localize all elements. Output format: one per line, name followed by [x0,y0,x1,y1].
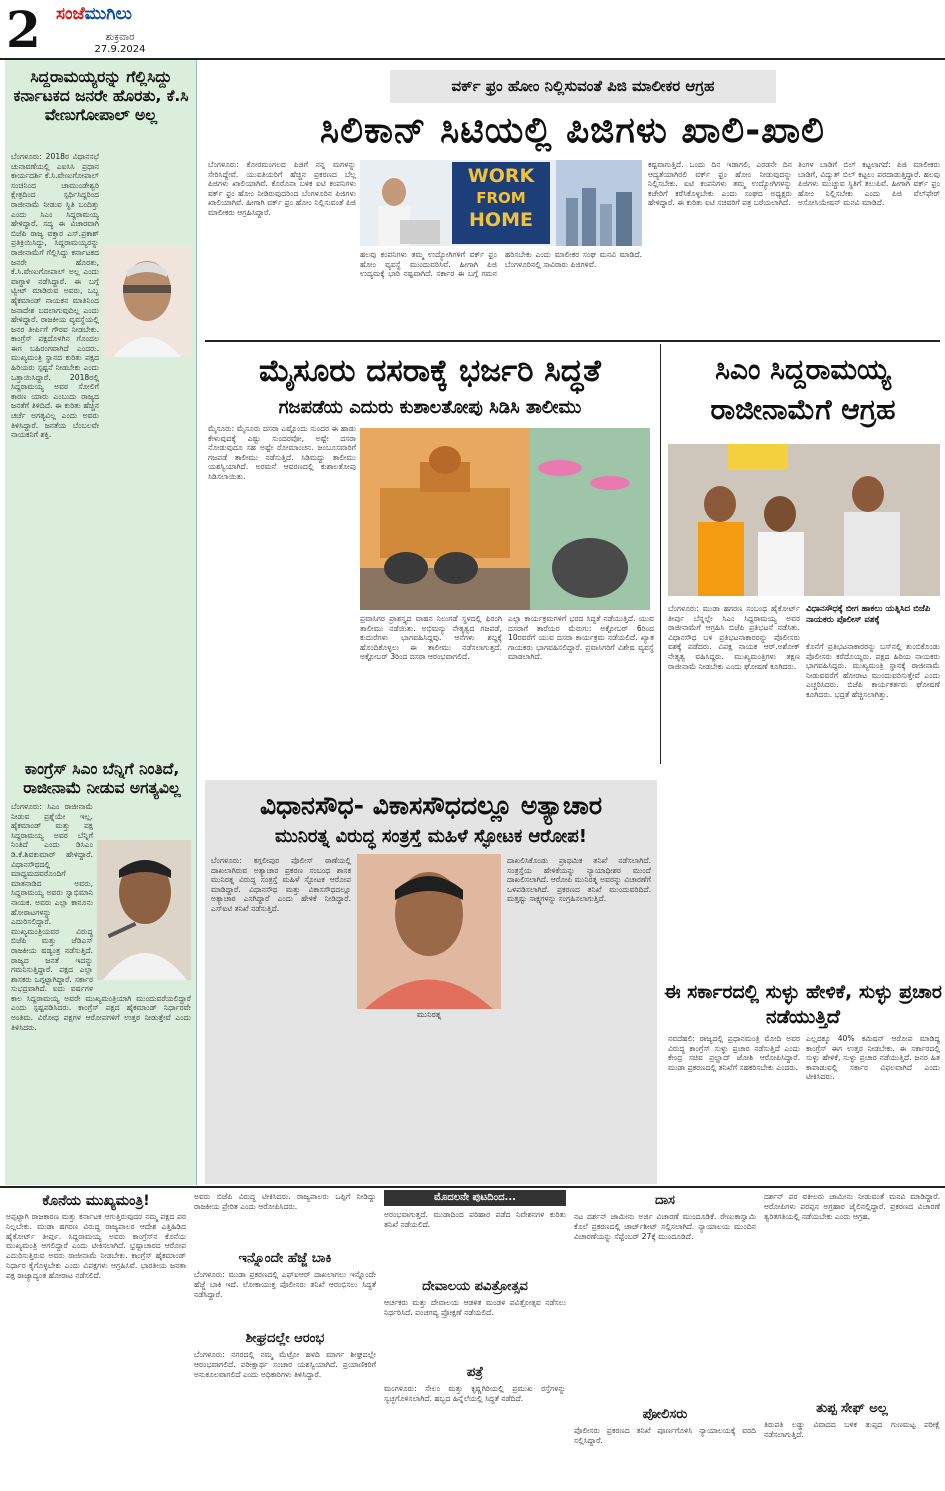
sidebar-column [5,60,197,1185]
sidebar-headline-2: ಕಾಂಗ್ರೆಸ್ ಸಿಎಂ ಬೆನ್ನಿಗೆ ನಿಂತಿದೆ, ರಾಜೀನಾಮೆ ನೀಡುವ ಅಗತ್ಯವಿಲ್ಲ [23,760,181,797]
dasara-column-1: ಮೈಸೂರು: ಮೈಸೂರು ದಸರಾ ಎಷ್ಟೊಂದು ಸುಂದರ ಈ ಹಾಡು ಕೇಳುವುದಕ್ಕೆ ಎಷ್ಟು ಸುಂದರವೋ, ಅಷ್ಟೇ ದಸರಾ ನೋಡುವುದೂ ಸಹ ಅಷ್ಟೇ ರೋಮಾಂಚನ. ಜಂಬೂಸವಾರಿಗೆ ಗಜಪಡೆ ತಾಲೀಮು ನಡೆಸುತ್ತಿದೆ. ಸಿಡಿಮದ್ದು ತಾಲೀಮು ಯಶಸ್ವಿಯಾಗಿದೆ. ಅರಮನೆ ಆವರಣದಲ್ಲಿ ಕುಶಾಲತೋಪು ಸಿಡಿಸಲಾಯಿತು. [208,424,356,481]
bottom-col4-text-2: ಪೊಲೀಸರು ಪ್ರಕರಣದ ತನಿಖೆ ಪೂರ್ಣಗೊಳಿಸಿ ನ್ಯಾಯಾಲಯಕ್ಕೆ ವರದಿ ಸಲ್ಲಿಸಿದ್ದಾರೆ. [574,1426,756,1445]
sarkara-column-1: ನವದೆಹಲಿ: ರಾಜ್ಯದಲ್ಲಿ ಪ್ರಧಾನಮಂತ್ರಿ ಮೋದಿ ಅವರ ವಿರುದ್ಧ ಕಾಂಗ್ರೆಸ್ ಸುಳ್ಳು ಪ್ರಚಾರ ನಡೆಸುತ್ತಿದೆ ಎಂದು ಕೇಂದ್ರ ಸಚಿವ ಪ್ರಲ್ಹಾದ್ ಜೋಶಿ ಆರೋಪಿಸಿದ್ದಾರೆ. ಮುಡಾ ಪ್ರಕರಣದಲ್ಲಿ ತನಿಖೆಗೆ ಸಹಕರಿಸಬೇಕು ಎಂದರು. [668,1034,800,1072]
dateline [60,32,180,56]
bottom-col4-text-1: ನಟ ದರ್ಶನ್ ಜಾಮೀನು ಅರ್ಜಿ ವಿಚಾರಣೆ ಮುಂದೂಡಿಕೆ. ರೇಣುಕಾಸ್ವಾಮಿ ಕೊಲೆ ಪ್ರಕರಣದಲ್ಲಿ ಚಾರ್ಜ್‌ಶೀಟ್ ಸಲ್ಲಿಸಲಾಗಿದೆ. ನ್ಯಾಯಾಲಯ ಮುಂದಿನ ವಿಚಾರಣೆಯನ್ನು ಸೆಪ್ಟೆಂಬರ್ 27ಕ್ಕೆ ಮುಂದೂಡಿದೆ. [574,1212,756,1241]
lead-column-4: ತಿಂಗಳ ಬಾಡಿಗೆ ಬಿಲ್ ಕಟ್ಟಲಾಗದೆ: ಪಿಜಿ ಮಾಲೀಕರು ಬಾಡಿಗೆ, ವಿದ್ಯುತ್ ಬಿಲ್ ಕಟ್ಟಲು ಪರದಾಡುತ್ತಿದ್ದಾರೆ. ಹಲವು ಪಿಜಿಗಳು ಮುಚ್ಚುವ ಸ್ಥಿತಿಗೆ ತಲುಪಿವೆ. ಹೀಗಾಗಿ ವರ್ಕ್ ಫ್ರಂ ಹೋಂ ನಿಲ್ಲಿಸಬೇಕು ಎಂದು ಪಿಜಿ ವೆಲ್‌ಫೇರ್ ಅಸೋಸಿಯೇಷನ್ ಮನವಿ ಮಾಡಿದೆ. [798,160,940,208]
protest-graphic [668,444,940,596]
lead-column-2: ಹಲವು ಕಂಪನಿಗಳು ತಮ್ಮ ಉದ್ಯೋಗಿಗಳಿಗೆ ವರ್ಕ್ ಫ್ರಂ ಹೋಂ ವ್ಯವಸ್ಥೆ ಮುಂದುವರಿಸಿವೆ. ಹೀಗಾಗಿ ಪಿಜಿ ಉದ್ಯಮಕ್ಕೆ ಭಾರಿ ನಷ್ಟವಾಗಿದೆ. ಸರ್ಕಾರ ಈ ಬಗ್ಗೆ ಗಮನ ಹರಿಸಬೇಕು ಎಂದು ಮಾಲೀಕರ ಸಂಘ ಮನವಿ ಮಾಡಿದೆ. ಬೆಂಗಳೂರಿನಲ್ಲಿ ಸಾವಿರಾರು ಪಿಜಿಗಳಿವೆ. [360,250,642,279]
cm-headline: ಸಿಎಂ ಸಿದ್ದರಾಮಯ್ಯ ರಾಜೀನಾಮೆಗೆ ಆಗ್ರಹ [710,353,896,426]
newspaper-logo [56,4,186,30]
vidhana-column-1: ಬೆಂಗಳೂರು: ಕಗ್ಗಲೀಪುರ ಪೊಲೀಸ್ ಠಾಣೆಯಲ್ಲಿ ದಾಖಲಾಗಿರುವ ಅತ್ಯಾಚಾರ ಪ್ರಕರಣ ಸಂಬಂಧ ಶಾಸಕ ಮುನಿರತ್ನ ವಿರುದ್ಧ ಸಂತ್ರಸ್ತೆ ಮಹಿಳೆ ಸ್ಫೋಟಕ ಆರೋಪ ಮಾಡಿದ್ದಾರೆ. ವಿಧಾನಸೌಧ ಮತ್ತು ವಿಕಾಸಸೌಧದಲ್ಲೂ ಅತ್ಯಾಚಾರ ಎಸಗಿದ್ದಾರೆ ಎಂದು ಹೇಳಿಕೆ ನೀಡಿದ್ದಾರೆ. ಎಸ್‌ಐಟಿ ತನಿಖೆ ನಡೆಸುತ್ತಿದೆ. [211,856,351,913]
bottom-col3-subhead-2: ಪತ್ರೆ [466,1365,484,1380]
bottom-col2-text-2: ಬೆಂಗಳೂರು: ನಗರದಲ್ಲಿ ನಮ್ಮ ಮೆಟ್ರೋ ಹಳದಿ ಮಾರ್ಗ ಶೀಘ್ರದಲ್ಲೇ ಆರಂಭವಾಗಲಿದೆ. ಪರೀಕ್ಷಾರ್ಥ ಸಂಚಾರ ಯಶಸ್ವಿಯಾಗಿದೆ. ಪ್ರಯಾಣಿಕರಿಗೆ ಅನುಕೂಲವಾಗಲಿದೆ ಎಂದು ಅಧಿಕಾರಿಗಳು ತಿಳಿಸಿದ್ದಾರೆ. [194,1350,376,1379]
dasara-column-2: ಪ್ರವಾಸಿಗರ ಪ್ರಾಶಸ್ತ್ಯದ ವಾಹನ ನಿಲುಗಡೆ ಸ್ಥಳದಲ್ಲಿ ಫಿರಂಗಿ ತಾಲೀಮು ನಡೆಯಿತು. ಅಭಿಮನ್ಯು ನೇತೃತ್ವದ ಗಜಪಡೆ, ಕುದುರೆಗಳು ಭಾಗವಹಿಸಿದ್ದವು. ಆನೆಗಳು ಶಬ್ದಕ್ಕೆ ಹೊಂದಿಕೊಳ್ಳಲು ಈ ತಾಲೀಮು ನಡೆಸಲಾಗುತ್ತದೆ. ಅಕ್ಟೋಬರ್ 3ರಿಂದ ದಸರಾ ಆರಂಭವಾಗಲಿದೆ. [360,614,502,662]
cm-column-1: ಬೆಂಗಳೂರು: ಮುಡಾ ಹಗರಣ ಸಂಬಂಧ ಹೈಕೋರ್ಟ್ ತೀರ್ಪು ಬೆನ್ನಲ್ಲೇ ಸಿಎಂ ಸಿದ್ದರಾಮಯ್ಯ ಅವರ ರಾಜೀನಾಮೆಗೆ ಆಗ್ರಹಿಸಿ ಬಿಜೆಪಿ ಪ್ರತಿಭಟನೆ ನಡೆಸಿತು. ವಿಧಾನಸೌಧ ಬಳಿ ಪ್ರತಿಭಟನಾಕಾರರನ್ನು ಪೊಲೀಸರು ವಶಕ್ಕೆ ಪಡೆದರು. ವಿಪಕ್ಷ ನಾಯಕ ಆರ್.ಅಶೋಕ್ ನೇತೃತ್ವ ವಹಿಸಿದ್ದರು. ಮುಖ್ಯಮಂತ್ರಿಗಳು ತಕ್ಷಣ ರಾಜೀನಾಮೆ ನೀಡಬೇಕು ಎಂದು ಘೋಷಣೆ ಕೂಗಿದರು. [668,604,800,671]
date: 27.9.2024 [94,44,146,55]
sidebar-story-1: ಬೆಂಗಳೂರು: 2018ರ ವಿಧಾನಸಭೆ ಚುನಾವಣೆಯಲ್ಲಿ ಎಐಸಿಸಿ ಪ್ರಧಾನ ಕಾರ್ಯದರ್ಶಿ ಕೆ.ಸಿ.ವೇಣುಗೋಪಾಲ್ ಸಂಚಿನಿಂದ ಚಾಮುಂಡೇಶ್ವರಿ ಕ್ಷೇತ್ರದಿಂದ ಸ್ಪರ್ಧಿಸಿದ್ದರಿಂದ ರಾಜೀನಾಮೆ ನೀಡುವ ಸ್ಥಿತಿ ಬಂದಿತ್ತು ಎಂದು ಸಿಎಂ ಸಿದ್ದರಾಮಯ್ಯ ಹೇಳಿದ್ದಾರೆ. ಸದ್ಯ ಈ ವಿಚಾರವಾಗಿ ಬಿಜೆಪಿ ರಾಜ್ಯ ವಕ್ತಾರ ಎಸ್.ಪ್ರಕಾಶ್ ಪ್ರತಿಕ್ರಿಯಿಸಿದ್ದು, ಸಿದ್ದರಾಮಯ್ಯರನ್ನು ರಾಜೀನಾಮೆಗೆ ಗೆಲ್ಲಿಸಿದ್ದು ಕರ್ನಾಟಕದ ಜನರೇ ಹೊರತು, ಕೆ.ಸಿ.ವೇಣುಗೋಪಾಲ್ ಅಲ್ಲ ಎಂದು ವಾಗ್ದಾಳಿ ನಡೆಸಿದ್ದಾರೆ. ಈ ಬಗ್ಗೆ ಟ್ವೀಟ್ ಮಾಡಿರುವ ಅವರು, ಒಬ್ಬ ಹೈಕಮಾಂಡ್ ನಾಯಕನ ಮಾತಿನಿಂದ ಜನಾದೇಶ ಬದಲಾಗುವುದಿಲ್ಲ ಎಂದು ಹೇಳಿದ್ದಾರೆ. ರಾಜಕೀಯ ವ್ಯವಸ್ಥೆಯಲ್ಲಿ ಜನರ ತೀರ್ಪಿಗೆ ಗೌರವ ನೀಡಬೇಕು. ಕಾಂಗ್ರೆಸ್ ಪಕ್ಷದೊಳಗಿನ ಗೊಂದಲ ಈಗ ಬಹಿರಂಗವಾಗಿದೆ ಎಂದರು. ಮುಖ್ಯಮಂತ್ರಿ ಸ್ಥಾನದ ಕುರಿತು ಪಕ್ಷದ ಹಿರಿಯರು ಸ್ಪಷ್ಟನೆ ನೀಡಬೇಕು ಎಂದು ಒತ್ತಾಯಿಸಿದ್ದಾರೆ. 2018ರಲ್ಲಿ ಸಿದ್ದರಾಮಯ್ಯ ಅವರ ಸೋಲಿಗೆ ಕಾರಣ ಯಾರು ಎಂಬುದು ರಾಜ್ಯದ ಜನತೆಗೆ ತಿಳಿದಿದೆ. ಈ ಕುರಿತು ಹೆಚ್ಚಿನ ಚರ್ಚೆ ಅಗತ್ಯವಿಲ್ಲ ಎಂದು ಅವರು ತಿಳಿಸಿದ್ದಾರೆ. ಜನತೆಯ ಬೆಂಬಲವೇ ನಾಯಕನಿಗೆ ಶಕ್ತಿ. [11,152,99,440]
dasara-photo [360,428,650,610]
portrait-graphic [357,854,501,1009]
vidhana-column-2: ದಾಖಲಿಸಿಕೊಂಡು ಪ್ರಾಥಮಿಕ ತನಿಖೆ ನಡೆಸಲಾಗಿದೆ. ಸಂತ್ರಸ್ತೆಯ ಹೇಳಿಕೆಯನ್ನು ನ್ಯಾಯಾಧೀಶರ ಮುಂದೆ ದಾಖಲಿಸಲಾಗಿದೆ. ಆರೋಪಿ ಮುನಿರತ್ನ ಅವರನ್ನು ವಿಚಾರಣೆಗೆ ಒಳಪಡಿಸಲಾಗಿದೆ. ಪ್ರಕರಣದ ತನಿಖೆ ಮುಂದುವರಿದಿದೆ. ಮತ್ತಷ್ಟು ಸಾಕ್ಷ್ಯಗಳನ್ನು ಸಂಗ್ರಹಿಸಲಾಗುತ್ತಿದೆ. [507,856,651,904]
munirathna-photo [357,854,501,1009]
bottom-col2-subhead-2: ಶೀಘ್ರದಲ್ಲೇ ಆರಂಭ [245,1331,325,1346]
sidebar-story-2: ಬೆಂಗಳೂರು: ಸಿಎಂ ರಾಜೀನಾಮೆ ನೀಡುವ ಪ್ರಶ್ನೆಯೇ ಇಲ್ಲ. ಹೈಕಮಾಂಡ್ ಮತ್ತು ಪಕ್ಷ ಸಿದ್ದರಾಮಯ್ಯ ಅವರ ಬೆನ್ನಿಗೆ ನಿಂತಿದೆ ಎಂದು ಡಿಸಿಎಂ ಡಿ.ಕೆ.ಶಿವಕುಮಾರ್ ಹೇಳಿದ್ದಾರೆ. ವಿಧಾನಸೌಧದಲ್ಲಿ ಮಾಧ್ಯಮದವರೊಂದಿಗೆ ಮಾತನಾಡಿದ ಅವರು, ಸಿದ್ದರಾಮಯ್ಯ ಅವರು ಸ್ವಾಭಿಮಾನಿ ನಾಯಕ. ಅವರು ಎಲ್ಲಾ ಕಾನೂನು ಹೋರಾಟಗಳನ್ನು ಎದುರಿಸಲಿದ್ದಾರೆ. ಮುಖ್ಯಮಂತ್ರಿಯವರ ವಿರುದ್ಧ ಬಿಜೆಪಿ ಮತ್ತು ಜೆಡಿಎಸ್ ರಾಜಕೀಯ ಷಡ್ಯಂತ್ರ ನಡೆಸುತ್ತಿದೆ. ರಾಜ್ಯದ ಜನತೆ ಇದನ್ನು ಗಮನಿಸುತ್ತಿದ್ದಾರೆ. ಪಕ್ಷದ ಎಲ್ಲಾ ಶಾಸಕರು ಒಗ್ಗಟ್ಟಾಗಿದ್ದಾರೆ. ಸರ್ಕಾರ ಸುಭದ್ರವಾಗಿದೆ. ಐದು ವರ್ಷಗಳ ಕಾಲ ಸಿದ್ದರಾಮಯ್ಯ ಅವರೇ ಮುಖ್ಯಮಂತ್ರಿಯಾಗಿ ಮುಂದುವರೆಯಲಿದ್ದಾರೆ ಎಂದು ಸ್ಪಷ್ಟಪಡಿಸಿದರು. ಕಾಂಗ್ರೆಸ್ ಪಕ್ಷದ ಹೈಕಮಾಂಡ್ ನಿರ್ಧಾರವೇ ಅಂತಿಮ. ವಿರೋಧ ಪಕ್ಷಗಳ ಆರೋಪಗಳಿಗೆ ಉತ್ತರ ನೀಡುತ್ತೇವೆ ಎಂದು ತಿಳಿಸಿದರು. [11,802,191,1032]
bottom-col2-subhead-1: ಇನ್ನೊಂದೇ ಹೆಜ್ಜೆ ಬಾಕಿ [238,1251,332,1266]
continued-banner: ಮೊದಲನೇ ಪುಟದಿಂದ... [384,1190,566,1206]
bottom-divider [0,1186,945,1188]
bottom-col5-subhead: ತುಪ್ಪ ಸೇಫ್ ಅಲ್ಲ [816,1401,888,1416]
bottom-col3-subhead-1: ದೇವಾಲಯ ಪವಿತ್ರೋತ್ಸವ [422,1279,528,1294]
bottom-col4-headline: ದಾಸ [655,1193,675,1208]
bottom-col3-top-text: ಅರಂಭವಾಗುತ್ತದೆ. ಮುಡಾದಿಂದ ಪರಿಹಾರ ಪಡೆದ ನಿವೇಶನಗಳ ಕುರಿತು ತನಿಖೆ ನಡೆಯಲಿದೆ. [384,1210,566,1229]
bottom-col1-text: ಅಪ್ಪಟ್ಟಾಗಿ ರಾಜಕಾರಣ ಮತ್ತು ಕರ್ನಾಟಕ ಆಗುತ್ತಿರುವುದರ ನಮ್ಮ ಪಕ್ಷದ ಪರ ನಿಲ್ಲಬೇಕು. ಮುಡಾ ಹಗರಣ ವಿರುದ್ಧ ರಾಜ್ಯಪಾಲರ ಆದೇಶ ಎತ್ತಿಹಿಡಿದ ಹೈಕೋರ್ಟ್ ತೀರ್ಪು. ಸಿದ್ದರಾಮಯ್ಯ ಅವರು ಕಾಂಗ್ರೆಸ್‌ನ ಕೊನೆಯ ಮುಖ್ಯಮಂತ್ರಿ ಆಗಲಿದ್ದಾರೆ ಎಂದು ಟೀಕಿಸಲಾಗಿದೆ. ಭ್ರಷ್ಟಾಚಾರದ ಆರೋಪ ಎದುರಿಸುತ್ತಿರುವ ಅವರು ರಾಜೀನಾಮೆ ನೀಡಬೇಕು. ಕಾಂಗ್ರೆಸ್ ಹೈಕಮಾಂಡ್ ನಿರ್ಧಾರ ಕೈಗೊಳ್ಳಬೇಕು ಎಂದು ವಿಪಕ್ಷಗಳು ಆಗ್ರಹಿಸಿವೆ. ಭಾರತೀಯ ಜನತಾ ಪಕ್ಷ ರಾಜ್ಯಾದ್ಯಂತ ಹೋರಾಟ ನಡೆಸಲಿದೆ. [6,1212,186,1280]
bottom-col5-text-2: ತಿರುಪತಿ ಲಡ್ಡು ವಿವಾದದ ಬಳಿಕ ತುಪ್ಪದ ಗುಣಮಟ್ಟ ಪರೀಕ್ಷೆ ನಡೆಸಲಾಗುತ್ತಿದೆ. [764,1420,940,1439]
section-divider [205,340,940,342]
dasara-headline: ಮೈಸೂರು ದಸರಾಕ್ಕೆ ಭರ್ಜರಿ ಸಿದ್ಧತೆ [259,353,601,389]
sidebar-headline-1: ಸಿದ್ದರಾಮಯ್ಯರನ್ನು ಗೆಲ್ಲಿಸಿದ್ದು ಕರ್ನಾಟಕದ ಜನರೇ ಹೊರತು, ಕೆ.ಸಿ ವೇಣುಗೋಪಾಲ್ ಅಲ್ಲ [13,68,189,124]
sarkara-column-2: ಎಲ್ಲದಕ್ಕೂ 40% ಕಮಿಷನ್ ಆರೋಪ ಮಾಡಿದ್ದ ಕಾಂಗ್ರೆಸ್ ಈಗ ಉತ್ತರ ನೀಡಬೇಕು. ಈ ಸರ್ಕಾರದಲ್ಲಿ ಸುಳ್ಳು ಹೇಳಿಕೆ, ಸುಳ್ಳು ಪ್ರಚಾರ ನಡೆಯುತ್ತಿದೆ. ಜನರ ಹಿತ ಕಾಪಾಡುವಲ್ಲಿ ಸರ್ಕಾರ ವಿಫಲವಾಗಿದೆ ಎಂದು ಟೀಕಿಸಿದರು. [806,1034,940,1082]
wfh-photo-text: WORK FROM HOME [467,165,535,231]
cm-column-2: ಕೊನೆಗೆ ಪ್ರತಿಭಟನಾಕಾರರನ್ನು ಬಸ್‌ನಲ್ಲಿ ತುಂಬಿಕೊಂಡು ಪೊಲೀಸರು ಕರೆದೊಯ್ದರು. ಪಕ್ಷದ ಹಿರಿಯ ನಾಯಕರು ಭಾಗವಹಿಸಿದ್ದರು. ಮುಖ್ಯಮಂತ್ರಿ ಸ್ಥಾನಕ್ಕೆ ರಾಜೀನಾಮೆ ನೀಡುವವರೆಗೆ ಹೋರಾಟ ಮುಂದುವರಿಸುತ್ತೇವೆ ಎಂದು ಎಚ್ಚರಿಸಿದರು. ಬಿಜೆಪಿ ಕಾರ್ಯಕರ್ತರು ಘೋಷಣೆ ಕೂಗಿದರು. ಭದ್ರತೆ ಹೆಚ್ಚಿಸಲಾಗಿತ್ತು. [806,642,940,699]
lead-column-1: ಬೆಂಗಳೂರು: ಕೋರಮಂಗಲದ ಪಿಜಿಗೆ ನನ್ನ ಮಗಳನ್ನು ಸೇರಿಸಿದ್ದೇವೆ. ಯುವತಿಯರಿಗೆ ಹೆಚ್ಚಿನ ಪ್ರಕರಣದ ಬೆಲ್ಲ ಪಿಜಿಗಳು ಖಾಲಿಯಾಗಿವೆ. ಕೊರೊನಾ ಬಳಿಕ ಐಟಿ ಕಂಪನಿಗಳು ವರ್ಕ್ ಫ್ರಂ ಹೋಂ ನೀಡಿರುವುದರಿಂದ ಬೆಂಗಳೂರಿನ ಪಿಜಿಗಳು ಖಾಲಿಯಾಗಿವೆ. ಹೀಗಾಗಿ ವರ್ಕ್ ಫ್ರಂ ಹೋಂ ನಿಲ್ಲಿಸುವಂತೆ ಪಿಜಿ ಮಾಲೀಕರು ಆಗ್ರಹಿಸಿದ್ದಾರೆ. [208,160,356,217]
lead-tagline: ವರ್ಕ್ ಫ್ರಂ ಹೋಂ ನಿಲ್ಲಿಸುವಂತೆ ಪಿಜಿ ಮಾಲೀಕರ ಆಗ್ರಹ [390,70,776,103]
bottom-col4-subhead: ಪೋಲಿಸರು [642,1407,688,1422]
munirathna-photo-caption: ಮುನಿರತ್ನ [416,1010,442,1019]
work-from-home-photo [360,160,642,246]
bottom-col2-top-text: ಅವರು ಬಿಜೆಪಿ ವಿರುದ್ಧ ಟೀಕಿಸಿದರು. ರಾಜ್ಯಪಾಲರು ಒಪ್ಪಿಗೆ ನೀಡಿದ್ದು ರಾಜಕೀಯ ಪ್ರೇರಿತ ಎಂದು ಆರೋಪಿಸಿದರು. [194,1192,376,1211]
dasara-column-3: ಎಲ್ಲಾ ಕಾರ್ಯಕ್ರಮಗಳಿಗೆ ಭರದ ಸಿದ್ಧತೆ ನಡೆಯುತ್ತಿದೆ. ಯುವ ದಸರಾಗೆ ತಾರೆಯರ ಮೆರುಗು: ಅಕ್ಟೋಬರ್ 6ರಿಂದ 10ರವರೆಗೆ ಯುವ ದಸರಾ ಕಾರ್ಯಕ್ರಮ ನಡೆಯಲಿದೆ. ಖ್ಯಾತ ಗಾಯಕರು ಭಾಗವಹಿಸಲಿದ್ದಾರೆ. ಪ್ರವಾಸಿಗರಿಗೆ ವಿಶೇಷ ವ್ಯವಸ್ಥೆ ಮಾಡಲಾಗಿದೆ. [508,614,654,662]
page-number: 2 [6,0,41,59]
bottom-col2-text-1: ಬೆಂಗಳೂರು: ಮುಡಾ ಪ್ರಕರಣದಲ್ಲಿ ಎಫ್‌ಐಆರ್ ದಾಖಲಾಗಲು ಇನ್ನೊಂದೇ ಹೆಜ್ಜೆ ಬಾಕಿ ಇದೆ. ಲೋಕಾಯುಕ್ತ ಪೊಲೀಸರು ತನಿಖೆ ಆರಂಭಿಸಲು ಸಿದ್ಧತೆ ನಡೆಸಿದ್ದಾರೆ. [194,1270,376,1299]
lead-column-3: ಕಷ್ಟವಾಗುತ್ತಿದೆ. ಒಂದು ದಿನ ಇಡಾಗಲಿ, ಎರಡನೇ ದಿನ ಆದ್ಯತೆಯಾಗಿರಲಿ ವರ್ಕ್ ಫ್ರಂ ಹೋಂ ನೀಡುವುದನ್ನು ನಿಲ್ಲಿಸಬೇಕು. ಐಟಿ ಕಂಪನಿಗಳು ತಮ್ಮ ಉದ್ಯೋಗಿಗಳನ್ನು ಕಚೇರಿಗೆ ಕರೆಸಿಕೊಳ್ಳಬೇಕು ಎಂದು ಸಂಘದ ಅಧ್ಯಕ್ಷರು ಹೇಳಿದ್ದಾರೆ. ಈ ಕುರಿತು ಐಟಿ ಸಚಿವರಿಗೆ ಪತ್ರ ಬರೆಯಲಾಗಿದೆ. [648,160,792,208]
palace-elephants-graphic [360,428,650,610]
cm-protest-photo [668,444,940,596]
column-divider [660,344,661,764]
vidhana-headline: ವಿಧಾನಸೌಧ- ವಿಕಾಸಸೌಧದಲ್ಲೂ ಅತ್ಯಾಚಾರ [259,791,603,820]
vidhana-subheadline: ಮುನಿರತ್ನ ವಿರುದ್ಧ ಸಂತ್ರಸ್ತೆ ಮಹಿಳೆ ಸ್ಫೋಟಕ ಆರೋಪ! [275,826,587,847]
bottom-col3-text-1: ಆರ್ಚಕರು ಮತ್ತು ದೇವಾಲಯ ಆಡಳಿತ ಮಂಡಳಿ ಪವಿತ್ರೋತ್ಸವ ನಡೆಸಲು ನಿರ್ಧರಿಸಿದೆ. ಪಂಚಗವ್ಯ ಪ್ರೋಕ್ಷಣೆ ನಡೆಯಲಿದೆ. [384,1298,566,1317]
vidhana-soudha-story-box [205,780,657,1184]
logo-part-1: ಸಂಜೆ [56,4,85,24]
bottom-col3-text-2: ಮಂಗಳೂರು: ಸೇಲಂ ಮತ್ತು ಕೃಷ್ಣಗಿರಿಯಲ್ಲಿ ಪ್ರಮುಖ ರಸ್ತೆಗಳನ್ನು ಸ್ವಚ್ಛಗೊಳಿಸಲಾಗಿದೆ. ಹಬ್ಬದ ಹಿನ್ನೆಲೆಯಲ್ಲಿ ಸಿದ್ಧತೆ ನಡೆದಿದೆ. [384,1384,566,1403]
logo-part-2: ಮುಗಿಲು [84,4,132,24]
bottom-col5-text-1: ದರ್ಶನ್ ಪರ ವಕೀಲರು ಜಾಮೀನು ನೀಡುವಂತೆ ಮನವಿ ಮಾಡಿದ್ದಾರೆ. ಆರೋಪಿಗಳು ಪರಪ್ಪನ ಅಗ್ರಹಾರ ಜೈಲಿನಲ್ಲಿದ್ದಾರೆ. ಪ್ರಕರಣದ ವಿಚಾರಣೆ ತ್ವರಿತಗತಿಯಲ್ಲಿ ನಡೆಯಬೇಕು ಎಂದು ಆಗ್ರಹ. [764,1192,940,1221]
day: ಶುಕ್ರವಾರ [105,32,135,43]
cm-subhead: ವಿಧಾನಸೌಧಕ್ಕೆ ಬೀಗ ಹಾಕಲು ಯತ್ನಿಸಿದ ಬಿಜೆಪಿ ನಾಯಕರು ಪೊಲೀಸ್ ವಶಕ್ಕೆ [806,604,931,625]
lead-headline: ಸಿಲಿಕಾನ್ ಸಿಟಿಯಲ್ಲಿ ಪಿಜಿಗಳು ಖಾಲಿ-ಖಾಲಿ [319,110,825,151]
bottom-col1-headline: ಕೊನೆಯ ಮುಖ್ಯಮಂತ್ರಿ! [42,1193,150,1209]
masthead [0,0,945,60]
sarkara-headline: ಈ ಸರ್ಕಾರದಲ್ಲಿ ಸುಳ್ಳು ಹೇಳಿಕೆ, ಸುಳ್ಳು ಪ್ರಚಾರ ನಡೆಯುತ್ತಿದೆ [664,981,942,1028]
dasara-subheadline: ಗಜಪಡೆಯ ಎದುರು ಕುಶಾಲತೋಪು ಸಿಡಿಸಿ ತಾಲೀಮು [278,397,582,418]
